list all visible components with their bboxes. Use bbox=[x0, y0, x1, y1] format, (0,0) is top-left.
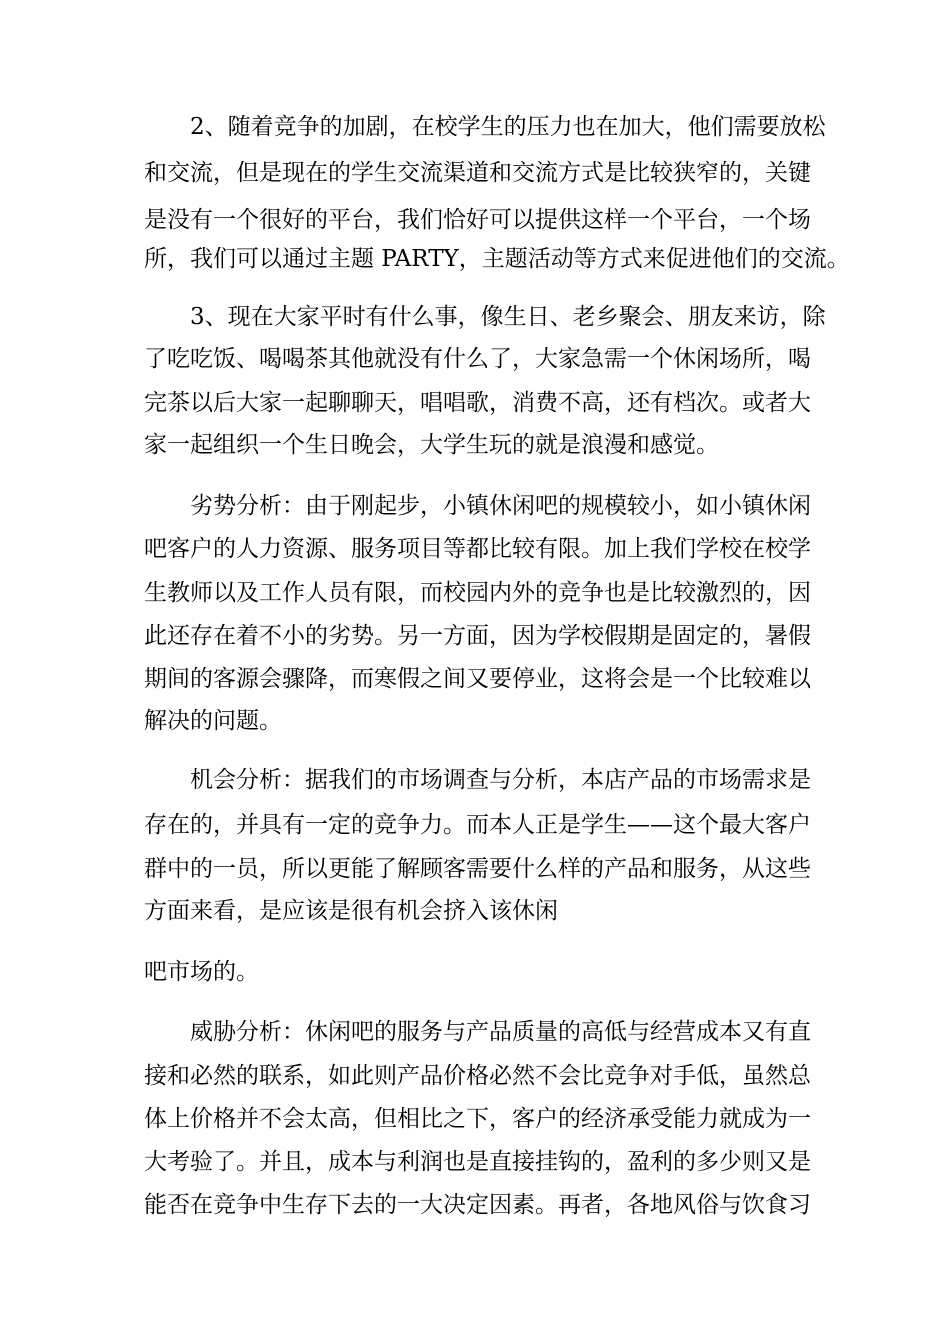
text-line: 机会分析：据我们的市场调查与分析，本店产品的市场需求是 bbox=[190, 767, 811, 793]
text-line: 接和必然的联系，如此则产品价格必然不会比竞争对手低，虽然总 bbox=[144, 1063, 811, 1089]
text-line: 威胁分析：休闲吧的服务与产品质量的高低与经营成本又有直 bbox=[190, 1019, 811, 1045]
text-line: 期间的客源会骤降，而寒假之间又要停业，这将会是一个比较难以 bbox=[144, 666, 811, 692]
text-line: 能否在竞争中生存下去的一大决定因素。再者，各地风俗与饮食习 bbox=[144, 1192, 811, 1218]
text-line: 吧客户的人力资源、服务项目等都比较有限。加上我们学校在校学 bbox=[144, 536, 811, 562]
text-line: 存在的，并具有一定的竞争力。而本人正是学生——这个最大客户 bbox=[144, 812, 811, 838]
text-line: 方面来看，是应该是很有机会挤入该休闲 bbox=[144, 898, 558, 924]
text-line: 所，我们可以通过主题 PARTY，主题活动等方式来促进他们的交流。 bbox=[144, 246, 850, 272]
text-line: 此还存在着不小的劣势。另一方面，因为学校假期是固定的，暑假 bbox=[144, 623, 811, 649]
text-line: 大考验了。并且，成本与利润也是直接挂钩的，盈利的多少则又是 bbox=[144, 1149, 811, 1175]
text-line: 了吃吃饭、喝喝茶其他就没有什么了，大家急需一个休闲场所，喝 bbox=[144, 346, 811, 372]
text-line: 劣势分析：由于刚起步，小镇休闲吧的规模较小，如小镇休闲 bbox=[190, 493, 811, 519]
text-line: 吧市场的。 bbox=[144, 959, 259, 985]
text-line: 2、随着竞争的加剧，在校学生的压力也在加大，他们需要放松 bbox=[190, 114, 826, 140]
text-line: 解决的问题。 bbox=[144, 708, 282, 734]
text-line: 完茶以后大家一起聊聊天，唱唱歌，消费不高，还有档次。或者大 bbox=[144, 390, 811, 416]
text-line: 体上价格并不会太高，但相比之下，客户的经济承受能力就成为一 bbox=[144, 1106, 811, 1132]
text-line: 和交流，但是现在的学生交流渠道和交流方式是比较狭窄的，关键 bbox=[144, 160, 811, 186]
text-line: 生教师以及工作人员有限，而校园内外的竞争也是比较激烈的，因 bbox=[144, 580, 811, 606]
text-line: 是没有一个很好的平台，我们恰好可以提供这样一个平台，一个场 bbox=[144, 207, 811, 233]
text-line: 3、现在大家平时有什么事，像生日、老乡聚会、朋友来访，除 bbox=[190, 304, 826, 330]
text-line: 家一起组织一个生日晚会，大学生玩的就是浪漫和感觉。 bbox=[144, 432, 719, 458]
text-line: 群中的一员，所以更能了解顾客需要什么样的产品和服务，从这些 bbox=[144, 856, 811, 882]
